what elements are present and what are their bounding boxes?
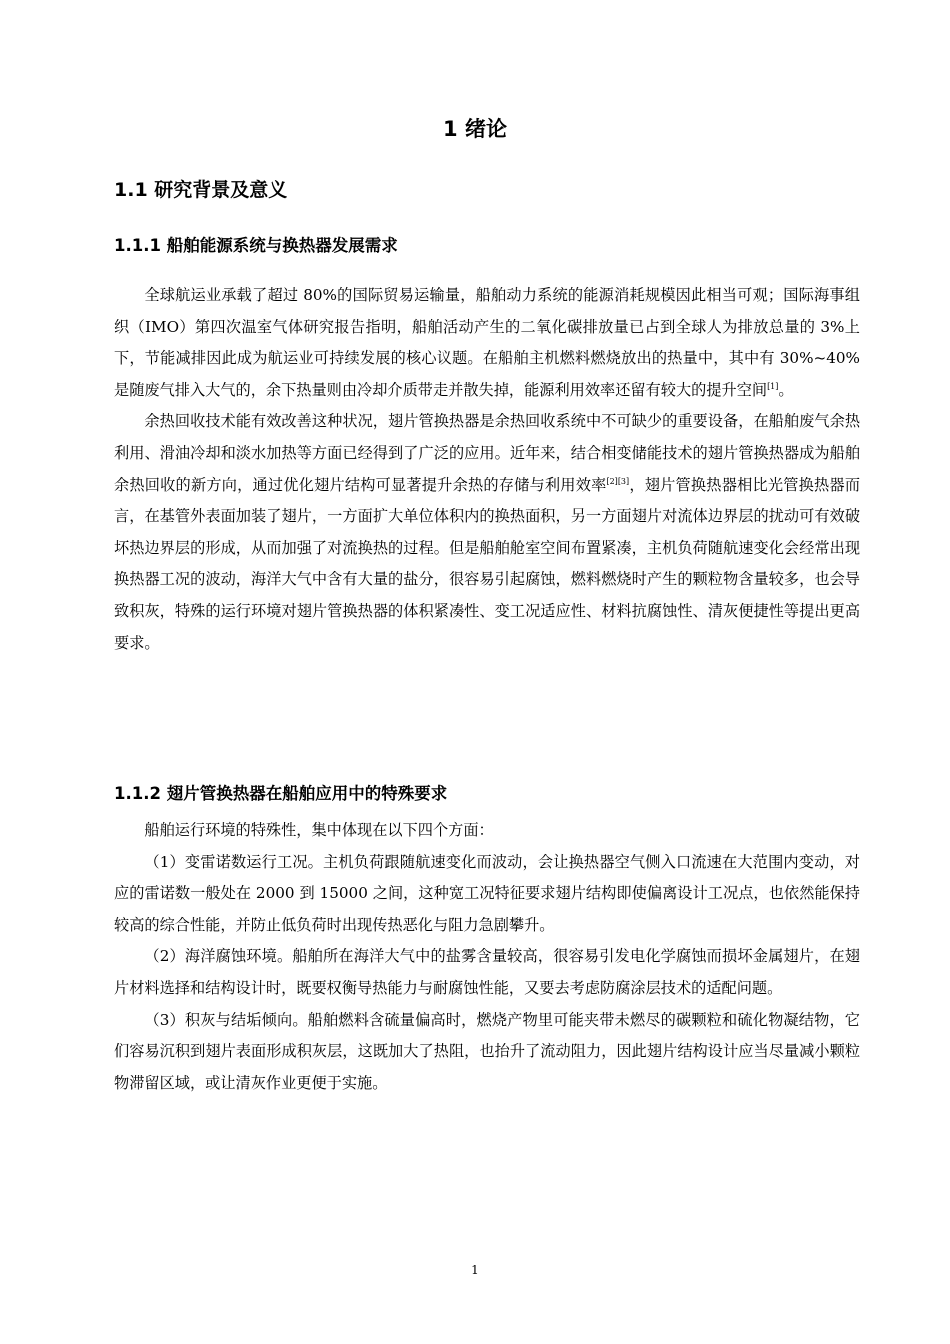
subsection-heading-1-1-1: 1.1.1 船舶能源系统与换热器发展需求 — [114, 236, 398, 255]
paragraph-2 — [114, 406, 860, 659]
list-item-3: （3）积灰与结垢倾向。船舶燃料含硫量偏高时，燃烧产物里可能夹带未燃尽的碳颗粒和硫化物凝结物，它们容易沉积到翅片表面形成积灰层，这既加大了热阻，也抬升了流动阻力，因此翅片结构设计应当尽量减小颗粒物滞留区域，或让清灰作业更便于实施。 — [114, 1010, 860, 1092]
subsection-1-body — [114, 280, 860, 659]
paragraph-intro: 船舶运行环境的特殊性，集中体现在以下四个方面： — [144, 821, 494, 839]
citation-3: [3] — [617, 476, 630, 486]
paragraph-2-text-a: 余热回收技术能有效改善这种状况，翅片管换热器是余热回收系统中不可缺少的重要设备，在船舶废气余热利用、滑油冷却和淡水加热等方面已经得到了广泛的应用。近年来，结合相变储能技术的翅片管换热器成为船舶余热回收的新方向，通过优化翅片结构可显著提升余热的存储与利用效率 — [114, 412, 860, 494]
section-heading: 1.1 研究背景及意义 — [114, 179, 288, 201]
paragraph-2-text-b: ，翅片管换热器相比光管换热器而言，在基管外表面加装了翅片，一方面扩大单位体积内的换热面积，另一方面翅片对流体边界层的扰动可有效破坏热边界层的形成，从而加强了对流换热的过程。但是船舶舱室空间布置紧凑，主机负荷随航速变化会经常出现换热器工况的波动，海洋大气中含有大量的盐分，很容易引起腐蚀，燃料燃烧时产生的颗粒物含量较多，也会导致积灰，特殊的运行环境对翅片管换热器的体积紧凑性、变工况适应性、材料抗腐蚀性、清灰便捷性等提出更高要求。 — [114, 475, 861, 652]
chapter-title: 1 绪论 — [443, 117, 507, 141]
paragraph-1 — [114, 280, 860, 406]
list-item-2: （2）海洋腐蚀环境。船舶所在海洋大气中的盐雾含量较高，很容易引发电化学腐蚀而损坏金属翅片，在翅片材料选择和结构设计时，既要权衡导热能力与耐腐蚀性能，又要去考虑防腐涂层技术的适配问题。 — [114, 947, 860, 997]
subsection-heading-1-1-2: 1.1.2 翅片管换热器在船舶应用中的特殊要求 — [114, 784, 448, 803]
citation-1: [1] — [767, 381, 779, 391]
paragraph-1-end: 。 — [778, 380, 794, 399]
page-number: 1 — [471, 1263, 479, 1277]
paragraph-1-text: 全球航运业承载了超过 80%的国际贸易运输量，船舶动力系统的能源消耗规模因此相当可观；国际海事组织（IMO）第四次温室气体研究报告指明，船舶活动产生的二氧化碳排放量已占到全球人为排放总量的 3%上下，节能减排因此成为航运业可持续发展的核心议题。在船舶主机燃料燃烧放出的热量中，其中有 30%~40%是随废气排入大气的，余下热量则由冷却介质带走并散失掉，能源利用效率还留有较大的提升空间 — [114, 286, 860, 399]
list-item-1: （1）变雷诺数运行工况。主机负荷跟随航速变化而波动，会让换热器空气侧入口流速在大范围内变动，对应的雷诺数一般处在 2000 到 15000 之间，这种宽工况特征要求翅片结构即使偏离设计工况点，也依然能保持较高的综合性能，并防止低负荷时出现传热恶化与阻力急剧攀升。 — [114, 852, 860, 934]
subsection-2-body — [114, 815, 860, 1099]
citation-2: [2] — [606, 476, 618, 486]
